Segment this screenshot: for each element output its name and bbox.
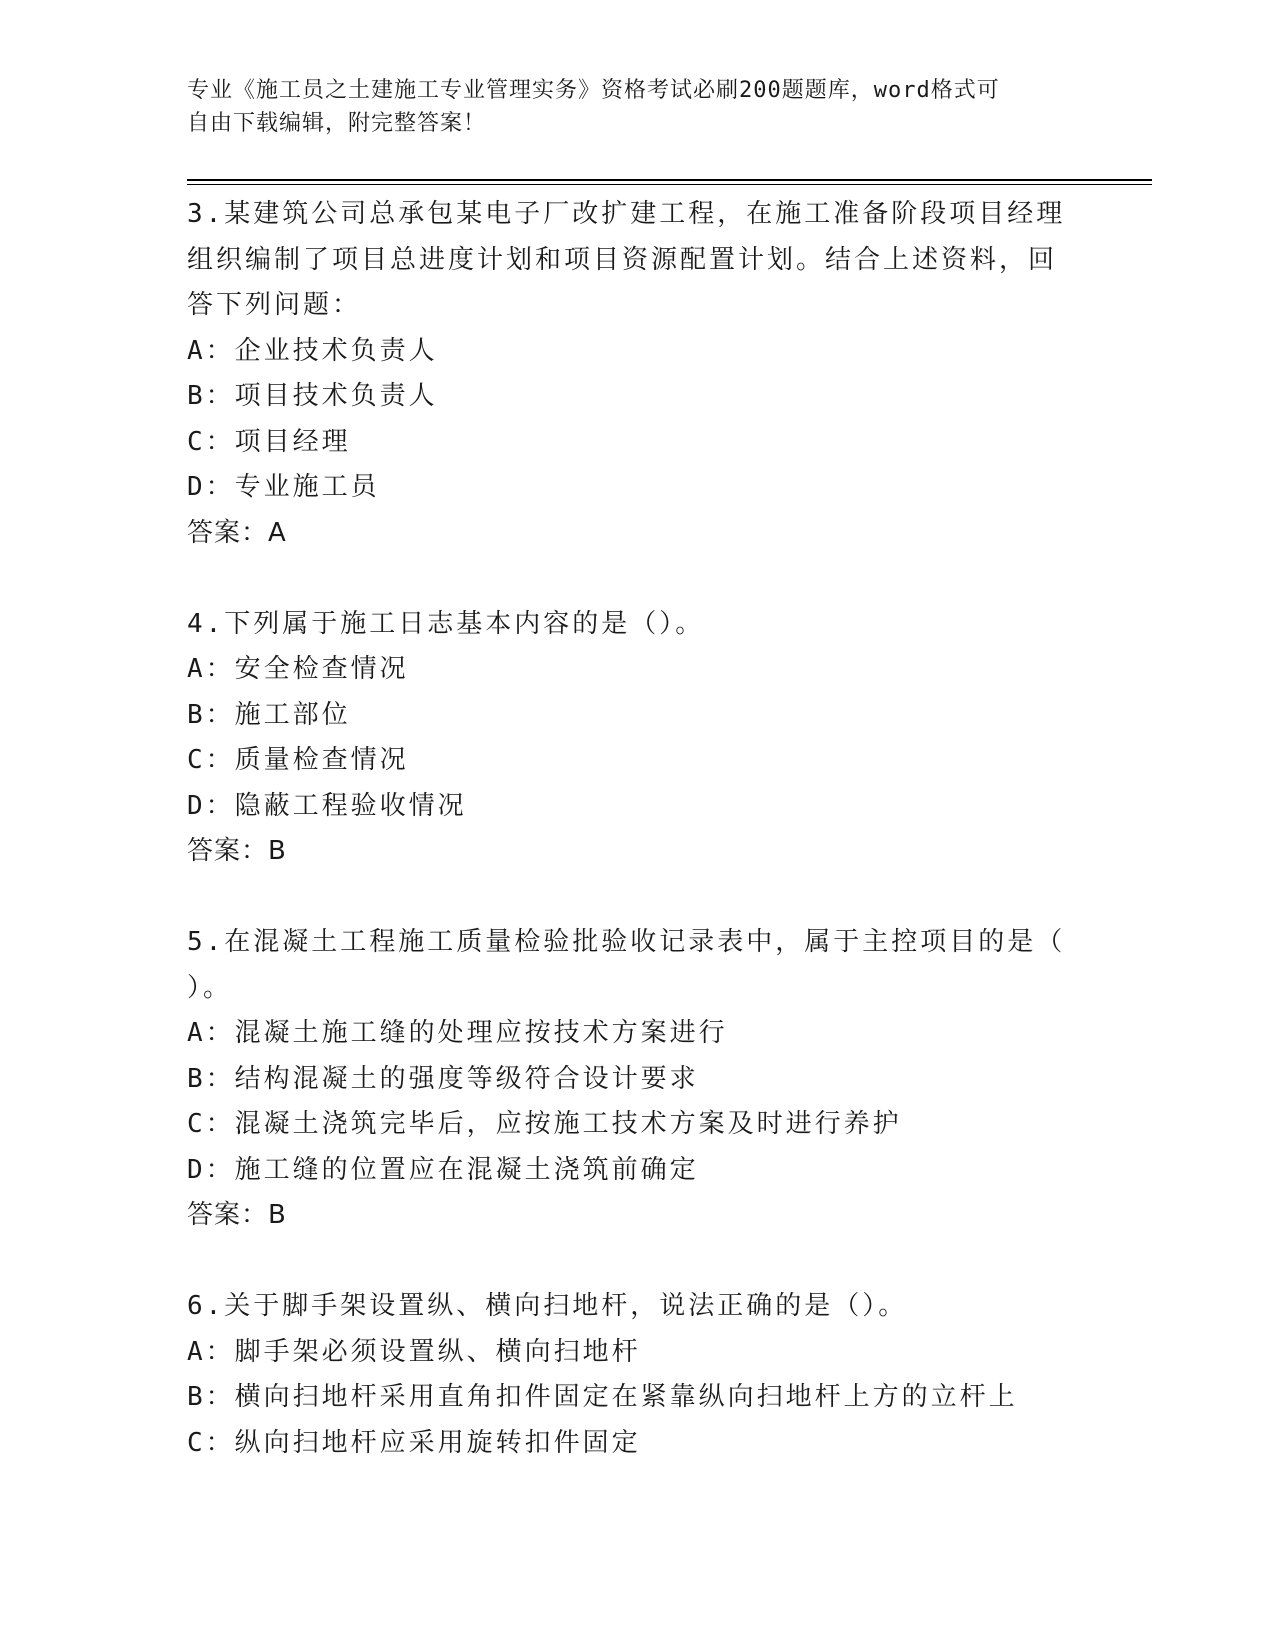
- option-c: C：质量检查情况: [187, 745, 409, 775]
- question-list: [187, 192, 1067, 1466]
- option-c: C：纵向扫地杆应采用旋转扣件固定: [187, 1427, 641, 1458]
- option-a: A：企业技术负责人: [187, 335, 438, 366]
- option-c: C：混凝土浇筑完毕后，应按施工技术方案及时进行养护: [187, 1109, 902, 1139]
- answer: 答案：B: [187, 1200, 287, 1230]
- answer: 答案：B: [187, 836, 287, 866]
- option-d: D：施工缝的位置应在混凝土浇筑前确定: [187, 1154, 699, 1185]
- header-divider-thick: [187, 179, 1152, 181]
- option-b: B：结构混凝土的强度等级符合设计要求: [187, 1063, 699, 1094]
- question-stem-line: 5.在混凝土工程施工质量检验批验收记录表中，属于主控项目的是（: [187, 927, 1066, 957]
- header-divider-thin: [187, 184, 1152, 185]
- question-stem-line: 3.某建筑公司总承包某电子厂改扩建工程，在施工准备阶段项目经理: [187, 199, 1066, 229]
- question-stem-line: ）。: [187, 972, 233, 1003]
- question-stem-line: 6.关于脚手架设置纵、横向扫地杆，说法正确的是（）。: [187, 1291, 908, 1321]
- question-5: [187, 920, 1067, 1239]
- option-c: C：项目经理: [187, 426, 351, 457]
- header-line-1: 专业《施工员之土建施工专业管理实务》资格考试必刷200题题库，word格式可: [187, 78, 1000, 103]
- option-a: A：安全检查情况: [187, 654, 409, 684]
- header-line-2: 自由下载编辑，附完整答案！: [187, 111, 487, 136]
- question-6: [187, 1284, 1067, 1466]
- option-d: D：隐蔽工程验收情况: [187, 790, 467, 821]
- option-a: A：脚手架必须设置纵、横向扫地杆: [187, 1336, 641, 1367]
- option-b: B：项目技术负责人: [187, 381, 438, 411]
- option-d: D：专业施工员: [187, 472, 380, 502]
- question-stem-line: 答下列问题：: [187, 290, 362, 320]
- option-b: B：施工部位: [187, 699, 351, 730]
- question-3: [187, 192, 1067, 556]
- question-stem-line: 组织编制了项目总进度计划和项目资源配置计划。结合上述资料，回: [187, 244, 1058, 275]
- question-4: [187, 602, 1067, 875]
- option-b: B：横向扫地杆采用直角扣件固定在紧靠纵向扫地杆上方的立杆上: [187, 1382, 1018, 1412]
- answer: 答案：A: [187, 517, 287, 548]
- option-a: A：混凝土施工缝的处理应按技术方案进行: [187, 1018, 728, 1048]
- document-header: [187, 74, 1067, 140]
- question-stem-line: 4.下列属于施工日志基本内容的是（）。: [187, 608, 705, 639]
